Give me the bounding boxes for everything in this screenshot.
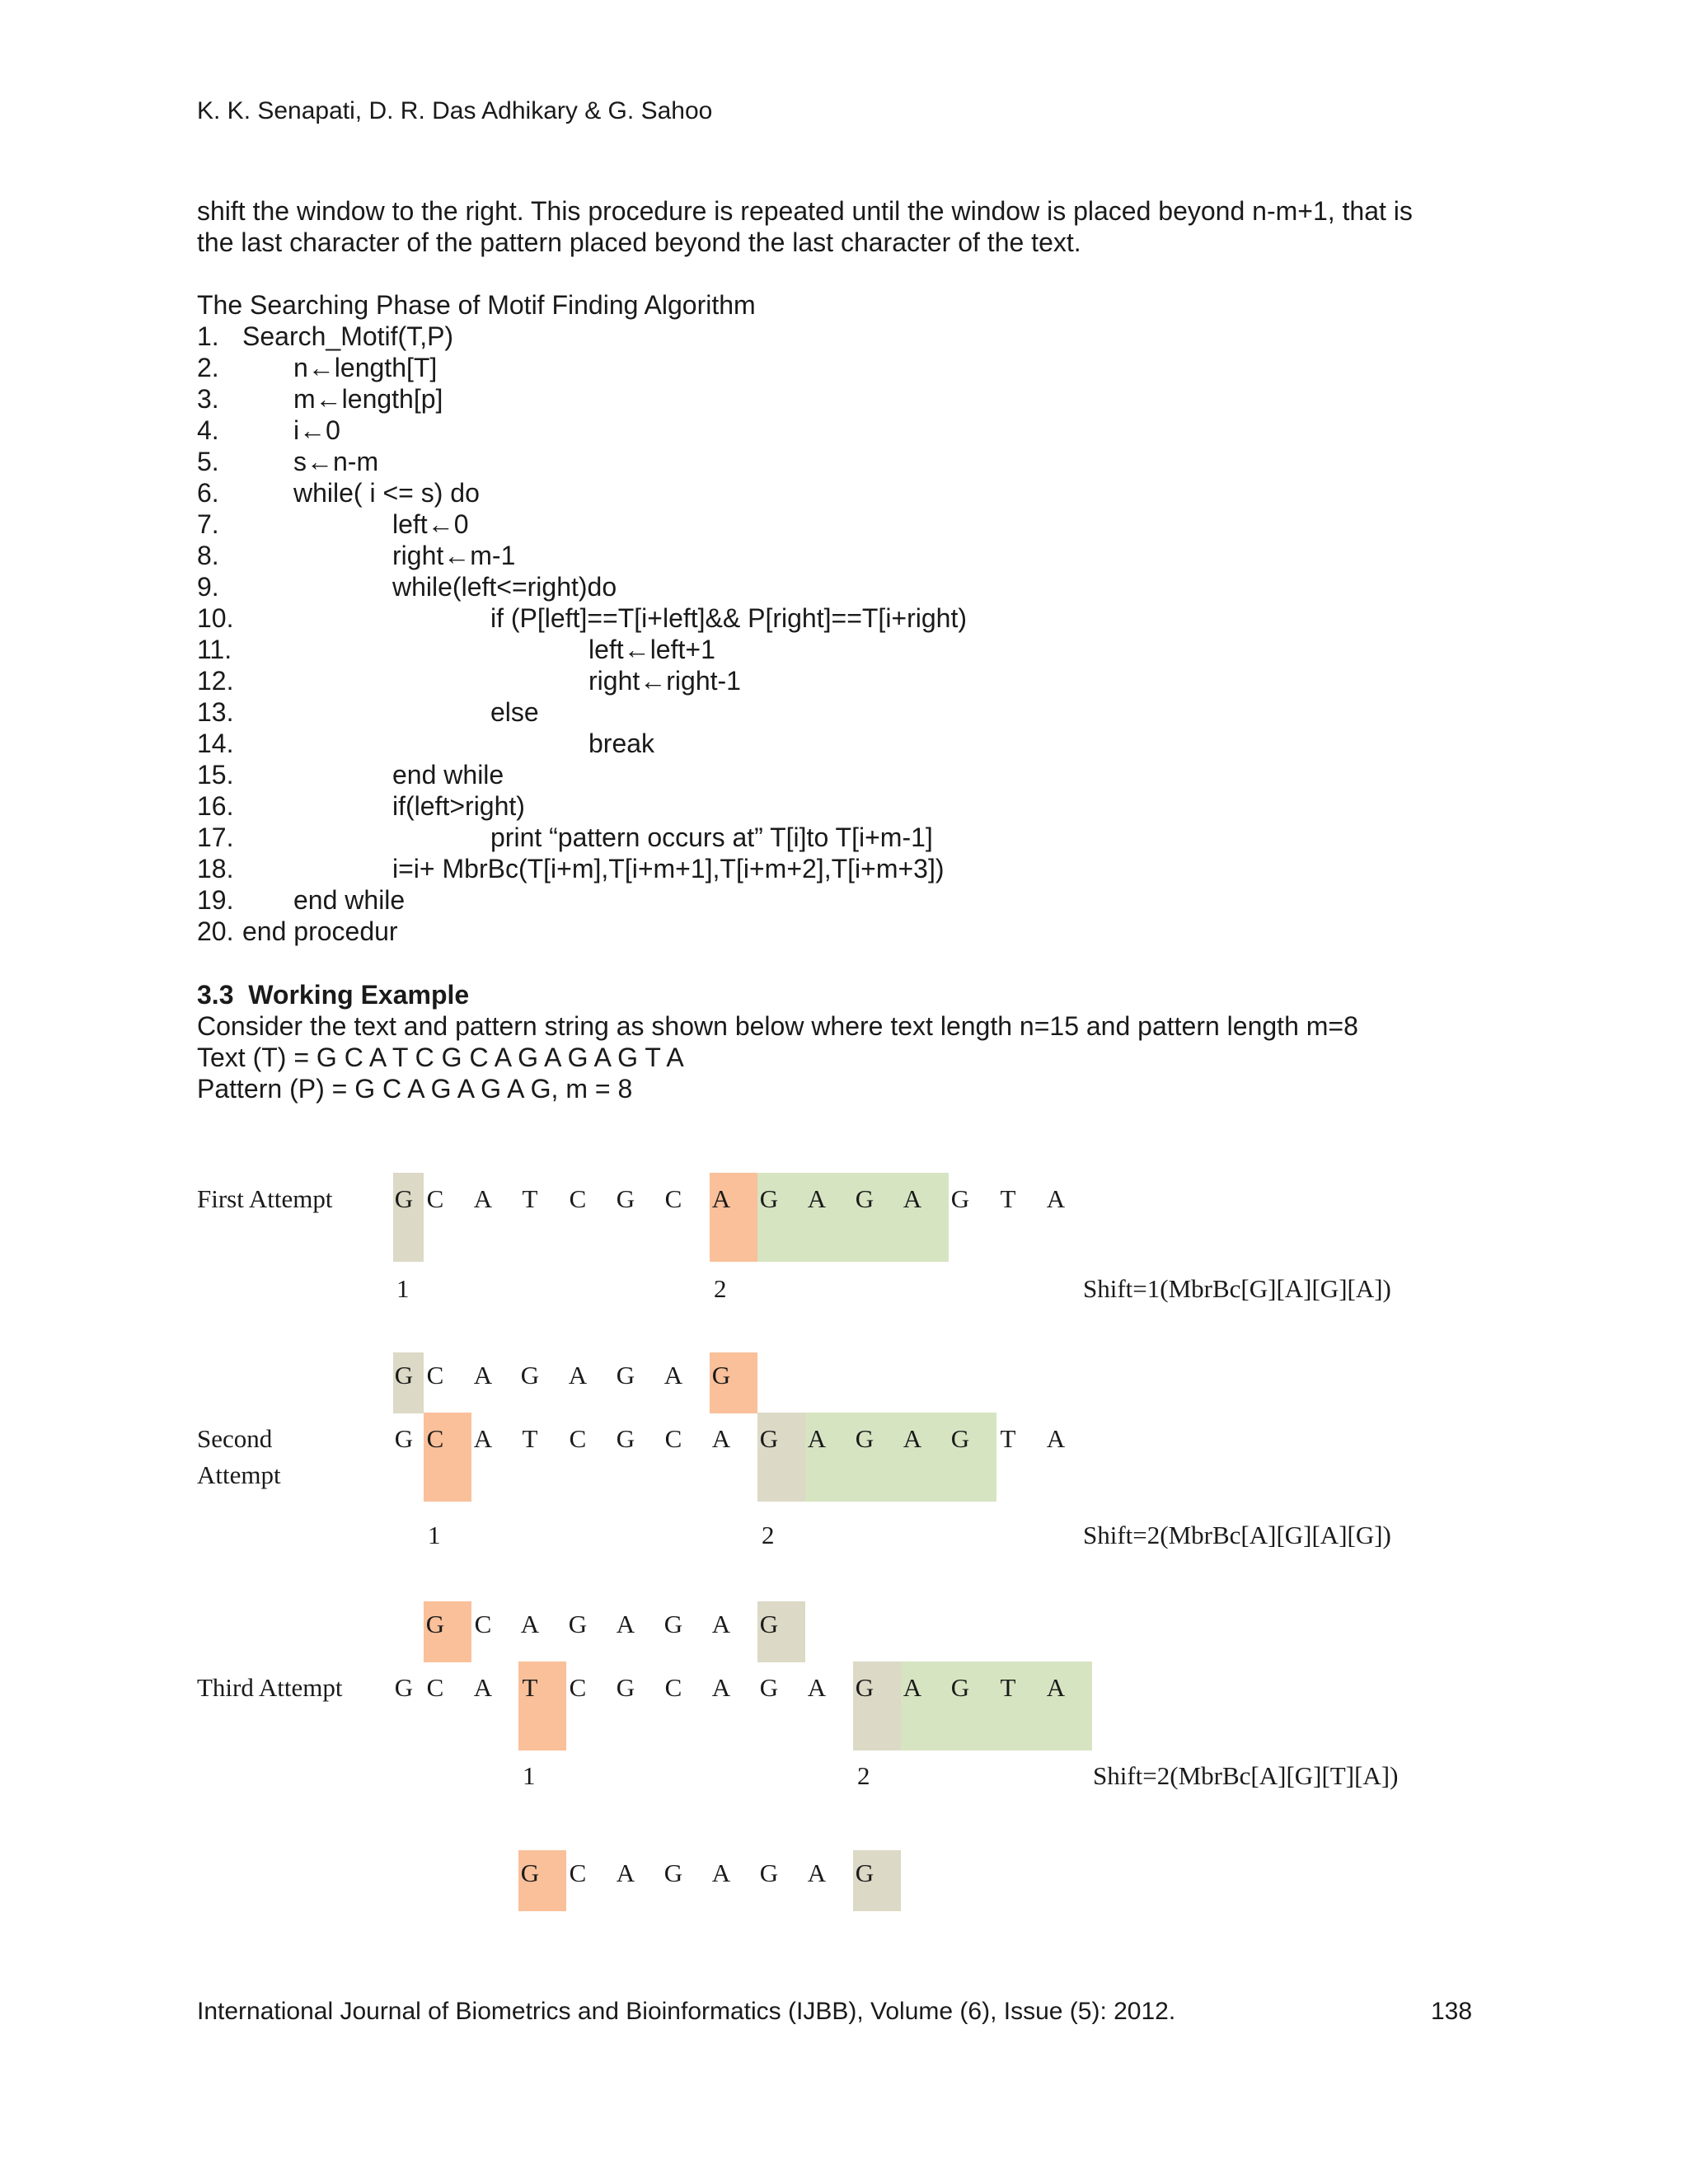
line-code: i←0: [293, 415, 340, 445]
line-code: if(left>right): [392, 791, 525, 821]
line-number: 1.: [197, 321, 219, 351]
pattern-char: G: [520, 1858, 540, 1887]
pattern-char: G: [759, 1610, 779, 1638]
text-char: G: [855, 1424, 874, 1453]
text-char: C: [569, 1673, 587, 1702]
shift-label: Shift=1(MbrBc[G][A][G][A]): [1083, 1274, 1391, 1303]
text-char: A: [903, 1424, 922, 1453]
text-char: A: [807, 1673, 827, 1702]
text-char: G: [950, 1673, 970, 1702]
text-char: A: [1046, 1184, 1066, 1213]
marker-2: 2: [762, 1521, 775, 1549]
text-char: C: [426, 1184, 444, 1213]
text-char: G: [855, 1673, 874, 1702]
text-char: G: [616, 1184, 635, 1213]
text-char: A: [807, 1184, 827, 1213]
attempt-label: Attempt: [197, 1460, 281, 1489]
line-code: end while: [293, 885, 406, 915]
intro-line-2: the last character of the pattern placed beyond the last character of the text.: [197, 227, 1081, 257]
line-code: m←length[p]: [293, 384, 443, 414]
text-char: T: [522, 1424, 538, 1453]
text-char: A: [903, 1673, 922, 1702]
line-number: 5.: [197, 447, 219, 476]
line-number: 12.: [197, 666, 234, 696]
attempt-label: Third Attempt: [197, 1673, 343, 1702]
line-number: 16.: [197, 791, 234, 821]
pattern-char: G: [520, 1361, 540, 1390]
marker-1: 1: [523, 1761, 536, 1790]
text-char: C: [664, 1424, 682, 1453]
text-char: T: [1000, 1424, 1016, 1453]
line-number: 18.: [197, 854, 234, 883]
pattern-char: G: [711, 1361, 731, 1390]
line-number: 14.: [197, 729, 234, 758]
example-description: Consider the text and pattern string as shown below where text length n=15 and pattern length m=8: [197, 1011, 1358, 1041]
text-char: G: [759, 1184, 779, 1213]
algorithm-title: The Searching Phase of Motif Finding Algorithm: [197, 290, 756, 320]
marker-2: 2: [714, 1274, 727, 1303]
line-number: 15.: [197, 760, 234, 790]
text-char: G: [616, 1424, 635, 1453]
pattern-char: A: [616, 1858, 635, 1887]
pattern-char: C: [569, 1858, 587, 1887]
text-char: T: [522, 1673, 538, 1702]
pattern-char: C: [474, 1610, 492, 1638]
text-char: A: [473, 1424, 493, 1453]
attempt-label: Second: [197, 1424, 273, 1453]
line-number: 7.: [197, 509, 219, 539]
pattern-char: G: [394, 1361, 414, 1390]
line-code: i=i+ MbrBc(T[i+m],T[i+m+1],T[i+m+2],T[i+m+3]): [392, 854, 945, 883]
pattern-char: G: [663, 1858, 683, 1887]
line-number: 4.: [197, 415, 219, 445]
text-char: G: [394, 1673, 414, 1702]
line-number: 6.: [197, 478, 219, 508]
text-char: G: [759, 1673, 779, 1702]
text-char: G: [394, 1424, 414, 1453]
line-code: s←n-m: [293, 447, 379, 476]
pattern-char: A: [616, 1610, 635, 1638]
marker-1: 1: [428, 1521, 441, 1549]
pattern-char: A: [711, 1610, 731, 1638]
text-char: A: [711, 1424, 731, 1453]
pattern-char: A: [663, 1361, 683, 1390]
text-char: C: [569, 1184, 587, 1213]
pattern-char: G: [663, 1610, 683, 1638]
pattern-char: G: [759, 1858, 779, 1887]
text-char: A: [807, 1424, 827, 1453]
line-number: 13.: [197, 697, 234, 727]
line-code: break: [588, 729, 655, 758]
line-code: left←left+1: [588, 635, 715, 664]
text-char: A: [473, 1673, 493, 1702]
shift-label: Shift=2(MbrBc[A][G][T][A]): [1093, 1761, 1399, 1790]
text-char: A: [903, 1184, 922, 1213]
text-char: C: [664, 1673, 682, 1702]
pattern-char: A: [473, 1361, 493, 1390]
text-char: T: [1000, 1184, 1016, 1213]
line-code: right←m-1: [392, 541, 516, 570]
shift-label: Shift=2(MbrBc[A][G][A][G]): [1083, 1521, 1391, 1549]
line-code: end procedur: [242, 916, 398, 946]
attempt-label: First Attempt: [197, 1184, 333, 1213]
line-code: if (P[left]==T[i+left]&& P[right]==T[i+right): [490, 603, 968, 633]
line-code: left←0: [392, 509, 469, 539]
pattern-char: A: [807, 1858, 827, 1887]
example-text-string: Text (T) = G C A T C G C A G A G A G T A: [197, 1043, 684, 1072]
line-code: print “pattern occurs at” T[i]to T[i+m-1]: [490, 823, 933, 852]
section-heading: 3.3 Working Example: [197, 980, 470, 1010]
line-number: 9.: [197, 572, 219, 602]
text-char: G: [855, 1184, 874, 1213]
text-char: C: [569, 1424, 587, 1453]
text-char: C: [426, 1424, 444, 1453]
pattern-char: A: [520, 1610, 540, 1638]
text-char: A: [711, 1184, 731, 1213]
line-number: 3.: [197, 384, 219, 414]
pattern-char: A: [568, 1361, 588, 1390]
line-code: while(left<=right)do: [392, 572, 617, 602]
pattern-char: G: [855, 1858, 874, 1887]
text-char: T: [1000, 1673, 1016, 1702]
line-code: end while: [392, 760, 504, 790]
pattern-char: G: [568, 1610, 588, 1638]
line-number: 17.: [197, 823, 234, 852]
line-number: 11.: [197, 635, 232, 664]
text-char: A: [473, 1184, 493, 1213]
text-char: C: [426, 1673, 444, 1702]
intro-line-1: shift the window to the right. This procedure is repeated until the window is placed beyond n-m+1, that is: [197, 196, 1413, 226]
line-number: 8.: [197, 541, 219, 570]
pattern-char: G: [616, 1361, 635, 1390]
marker-1: 1: [396, 1274, 410, 1303]
pattern-char: C: [426, 1361, 444, 1390]
pattern-char: G: [425, 1610, 445, 1638]
line-number: 19.: [197, 885, 234, 915]
line-code: n←length[T]: [293, 353, 438, 382]
footer-journal: International Journal of Biometrics and Bioinformatics (IJBB), Volume (6), Issue (5): 2012.: [197, 1998, 1176, 2025]
line-code: while( i <= s) do: [293, 478, 480, 508]
text-char: G: [950, 1424, 970, 1453]
running-header: K. K. Senapati, D. R. Das Adhikary & G. Sahoo: [197, 97, 713, 124]
text-char: A: [711, 1673, 731, 1702]
text-char: G: [394, 1184, 414, 1213]
text-char: G: [950, 1184, 970, 1213]
line-number: 20.: [197, 916, 234, 946]
pattern-char: A: [711, 1858, 731, 1887]
text-char: G: [616, 1673, 635, 1702]
line-code: right←right-1: [588, 666, 741, 696]
line-number: 2.: [197, 353, 219, 382]
text-char: A: [1046, 1673, 1066, 1702]
text-char: G: [759, 1424, 779, 1453]
text-char: A: [1046, 1424, 1066, 1453]
page-number: 138: [1431, 1998, 1473, 2025]
example-pattern-string: Pattern (P) = G C A G A G A G, m = 8: [197, 1074, 633, 1104]
text-char: T: [522, 1184, 538, 1213]
line-number: 10.: [197, 603, 234, 633]
line-code: Search_Motif(T,P): [242, 321, 454, 351]
line-code: else: [490, 697, 539, 727]
text-char: C: [664, 1184, 682, 1213]
marker-2: 2: [857, 1761, 870, 1790]
